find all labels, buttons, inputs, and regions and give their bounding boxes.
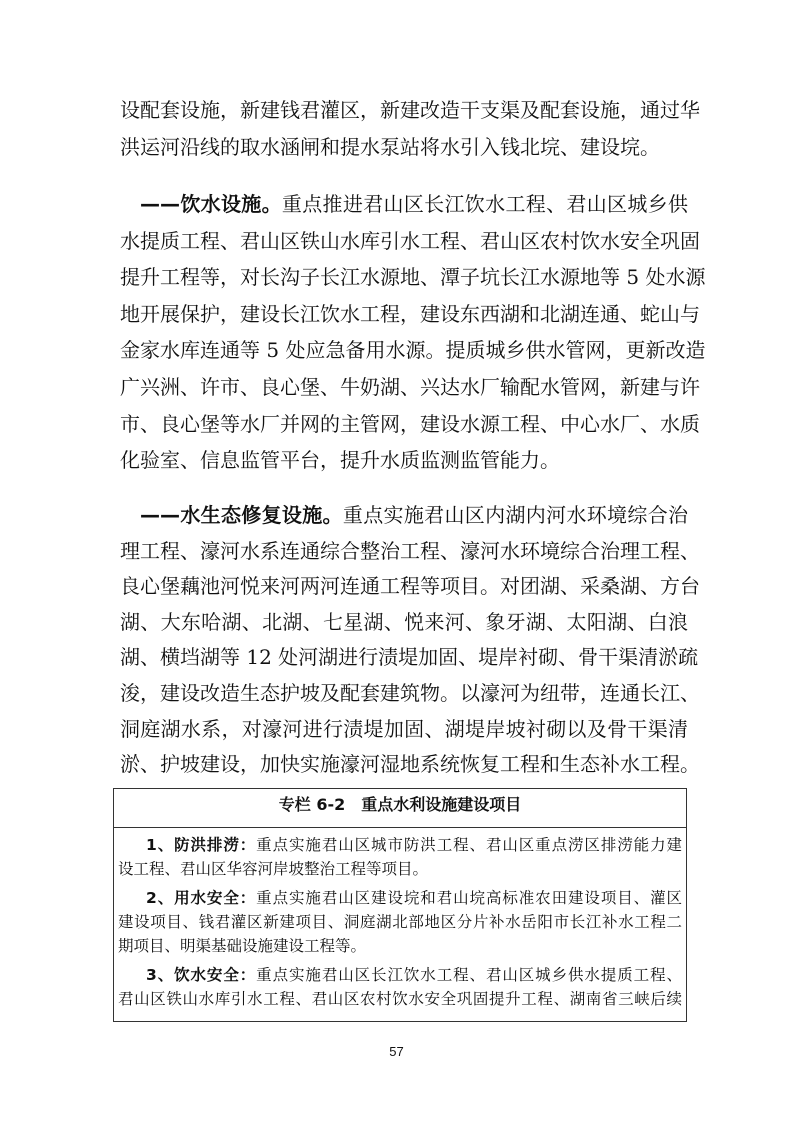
line-text: 设工程、君山区华容河岸坡整治工程等项目。 [118, 860, 429, 878]
line-text: 湖、大东哈湖、北湖、七星湖、悦来河、象牙湖、太阳湖、白浪 [120, 609, 688, 634]
box-title: 专栏 6-2 重点水利设施建设项目 [114, 789, 686, 828]
line-text: 洞庭湖水系，对濠河进行渍堤加固、湖堤岸坡衬砌以及骨干渠清 [120, 716, 688, 741]
line-text: 市、良心堡等水厂并网的主管网，建设水源工程、中心水厂、水质 [120, 411, 700, 436]
line-text: 淤、护坡建设，加快实施濠河湿地系统恢复工程和生态补水工程。 [120, 752, 700, 777]
sidebar-box-6-2 [113, 788, 687, 1022]
text-line [120, 442, 688, 479]
text-line [120, 712, 688, 748]
text-line [120, 223, 700, 260]
box-item [114, 833, 686, 881]
text-line [120, 332, 706, 369]
line-text: 湖、横垱湖等 12 处河湖进行渍堤加固、堤岸衬砌、骨干渠清淤疏 [120, 645, 699, 670]
line-text: 浚，建设改造生态护坡及配套建筑物。以濠河为纽带，连通长江、 [120, 680, 700, 705]
paragraph-lead: ——饮水设施。 [140, 192, 282, 216]
text-line [120, 747, 700, 783]
paragraph-lead: ——水生态修复设施。 [140, 503, 343, 527]
line-text: 提升工程等，对长沟子长江水源地、潭子坑长江水源地等 5 处水源 [120, 265, 706, 290]
text-line [120, 259, 706, 296]
box-items [114, 833, 686, 1011]
line-text: 洪运河沿线的取水涵闸和提水泵站将水引入钱北垸、建设垸。 [120, 134, 660, 159]
line-text: 广兴洲、许市、良心堡、牛奶湖、兴达水厂输配水管网，新建与许 [120, 374, 700, 399]
text-line [120, 406, 700, 443]
paragraph [120, 186, 706, 479]
box-line [118, 833, 682, 857]
text-line [120, 129, 688, 166]
line-text: 重点推进君山区长江饮水工程、君山区城乡供 [281, 192, 689, 216]
line-text: 君山区铁山水库引水工程、君山区农村饮水安全巩固提升工程、湖南省三峡后续 [118, 990, 682, 1008]
line-text: 良心堡藕池河悦来河两河连通工程等项目。对团湖、采桑湖、方台 [120, 574, 700, 599]
box-item [114, 886, 686, 958]
line-text: 建设项目、钱君灌区新建项目、洞庭湖北部地区分片补水岳阳市长江补水工程二 [118, 913, 682, 931]
box-item-lead: 1、防洪排涝： [146, 836, 257, 854]
box-item-lead: 3、饮水安全： [146, 966, 257, 984]
text-line [120, 92, 700, 129]
line-text: 水提质工程、君山区铁山水库引水工程、君山区农村饮水安全巩固 [120, 228, 700, 253]
text-line [120, 186, 688, 223]
text-line [120, 676, 700, 712]
text-line [120, 296, 700, 333]
text-line [120, 534, 700, 570]
paragraph [120, 92, 700, 165]
page-number: 57 [389, 1044, 404, 1059]
line-text: 期项目、明渠基础设施建设工程等。 [118, 937, 367, 955]
text-line [120, 369, 700, 406]
box-line [118, 857, 682, 881]
box-line [118, 910, 682, 934]
box-line [118, 987, 682, 1011]
line-text: 重点实施君山区建设垸和君山垸高标准农田建设项目、灌区 [256, 889, 682, 907]
line-text: 重点实施君山区内湖内河水环境综合治 [342, 503, 689, 527]
line-text: 重点实施君山区城市防洪工程、君山区重点涝区排涝能力建 [256, 836, 682, 854]
text-line [120, 640, 699, 676]
line-text: 金家水库连通等 5 处应急备用水源。提质城乡供水管网，更新改造 [120, 338, 706, 363]
box-line [118, 934, 682, 958]
text-line [120, 498, 688, 534]
line-text: 化验室、信息监管平台，提升水质监测监管能力。 [120, 448, 560, 473]
text-line [120, 569, 700, 605]
line-text: 理工程、濠河水系连通综合整治工程、濠河水环境综合治理工程、 [120, 538, 700, 563]
box-item-lead: 2、用水安全： [146, 889, 257, 907]
paragraph [120, 498, 700, 783]
box-line [118, 963, 682, 987]
text-line [120, 605, 688, 641]
line-text: 重点实施君山区长江饮水工程、君山区城乡供水提质工程、 [256, 966, 682, 984]
line-text: 设配套设施，新建钱君灌区，新建改造干支渠及配套设施，通过华 [120, 98, 700, 122]
line-text: 地开展保护，建设长江饮水工程，建设东西湖和北湖连通、蛇山与 [120, 301, 700, 326]
box-item [114, 963, 686, 1011]
box-line [118, 886, 682, 910]
